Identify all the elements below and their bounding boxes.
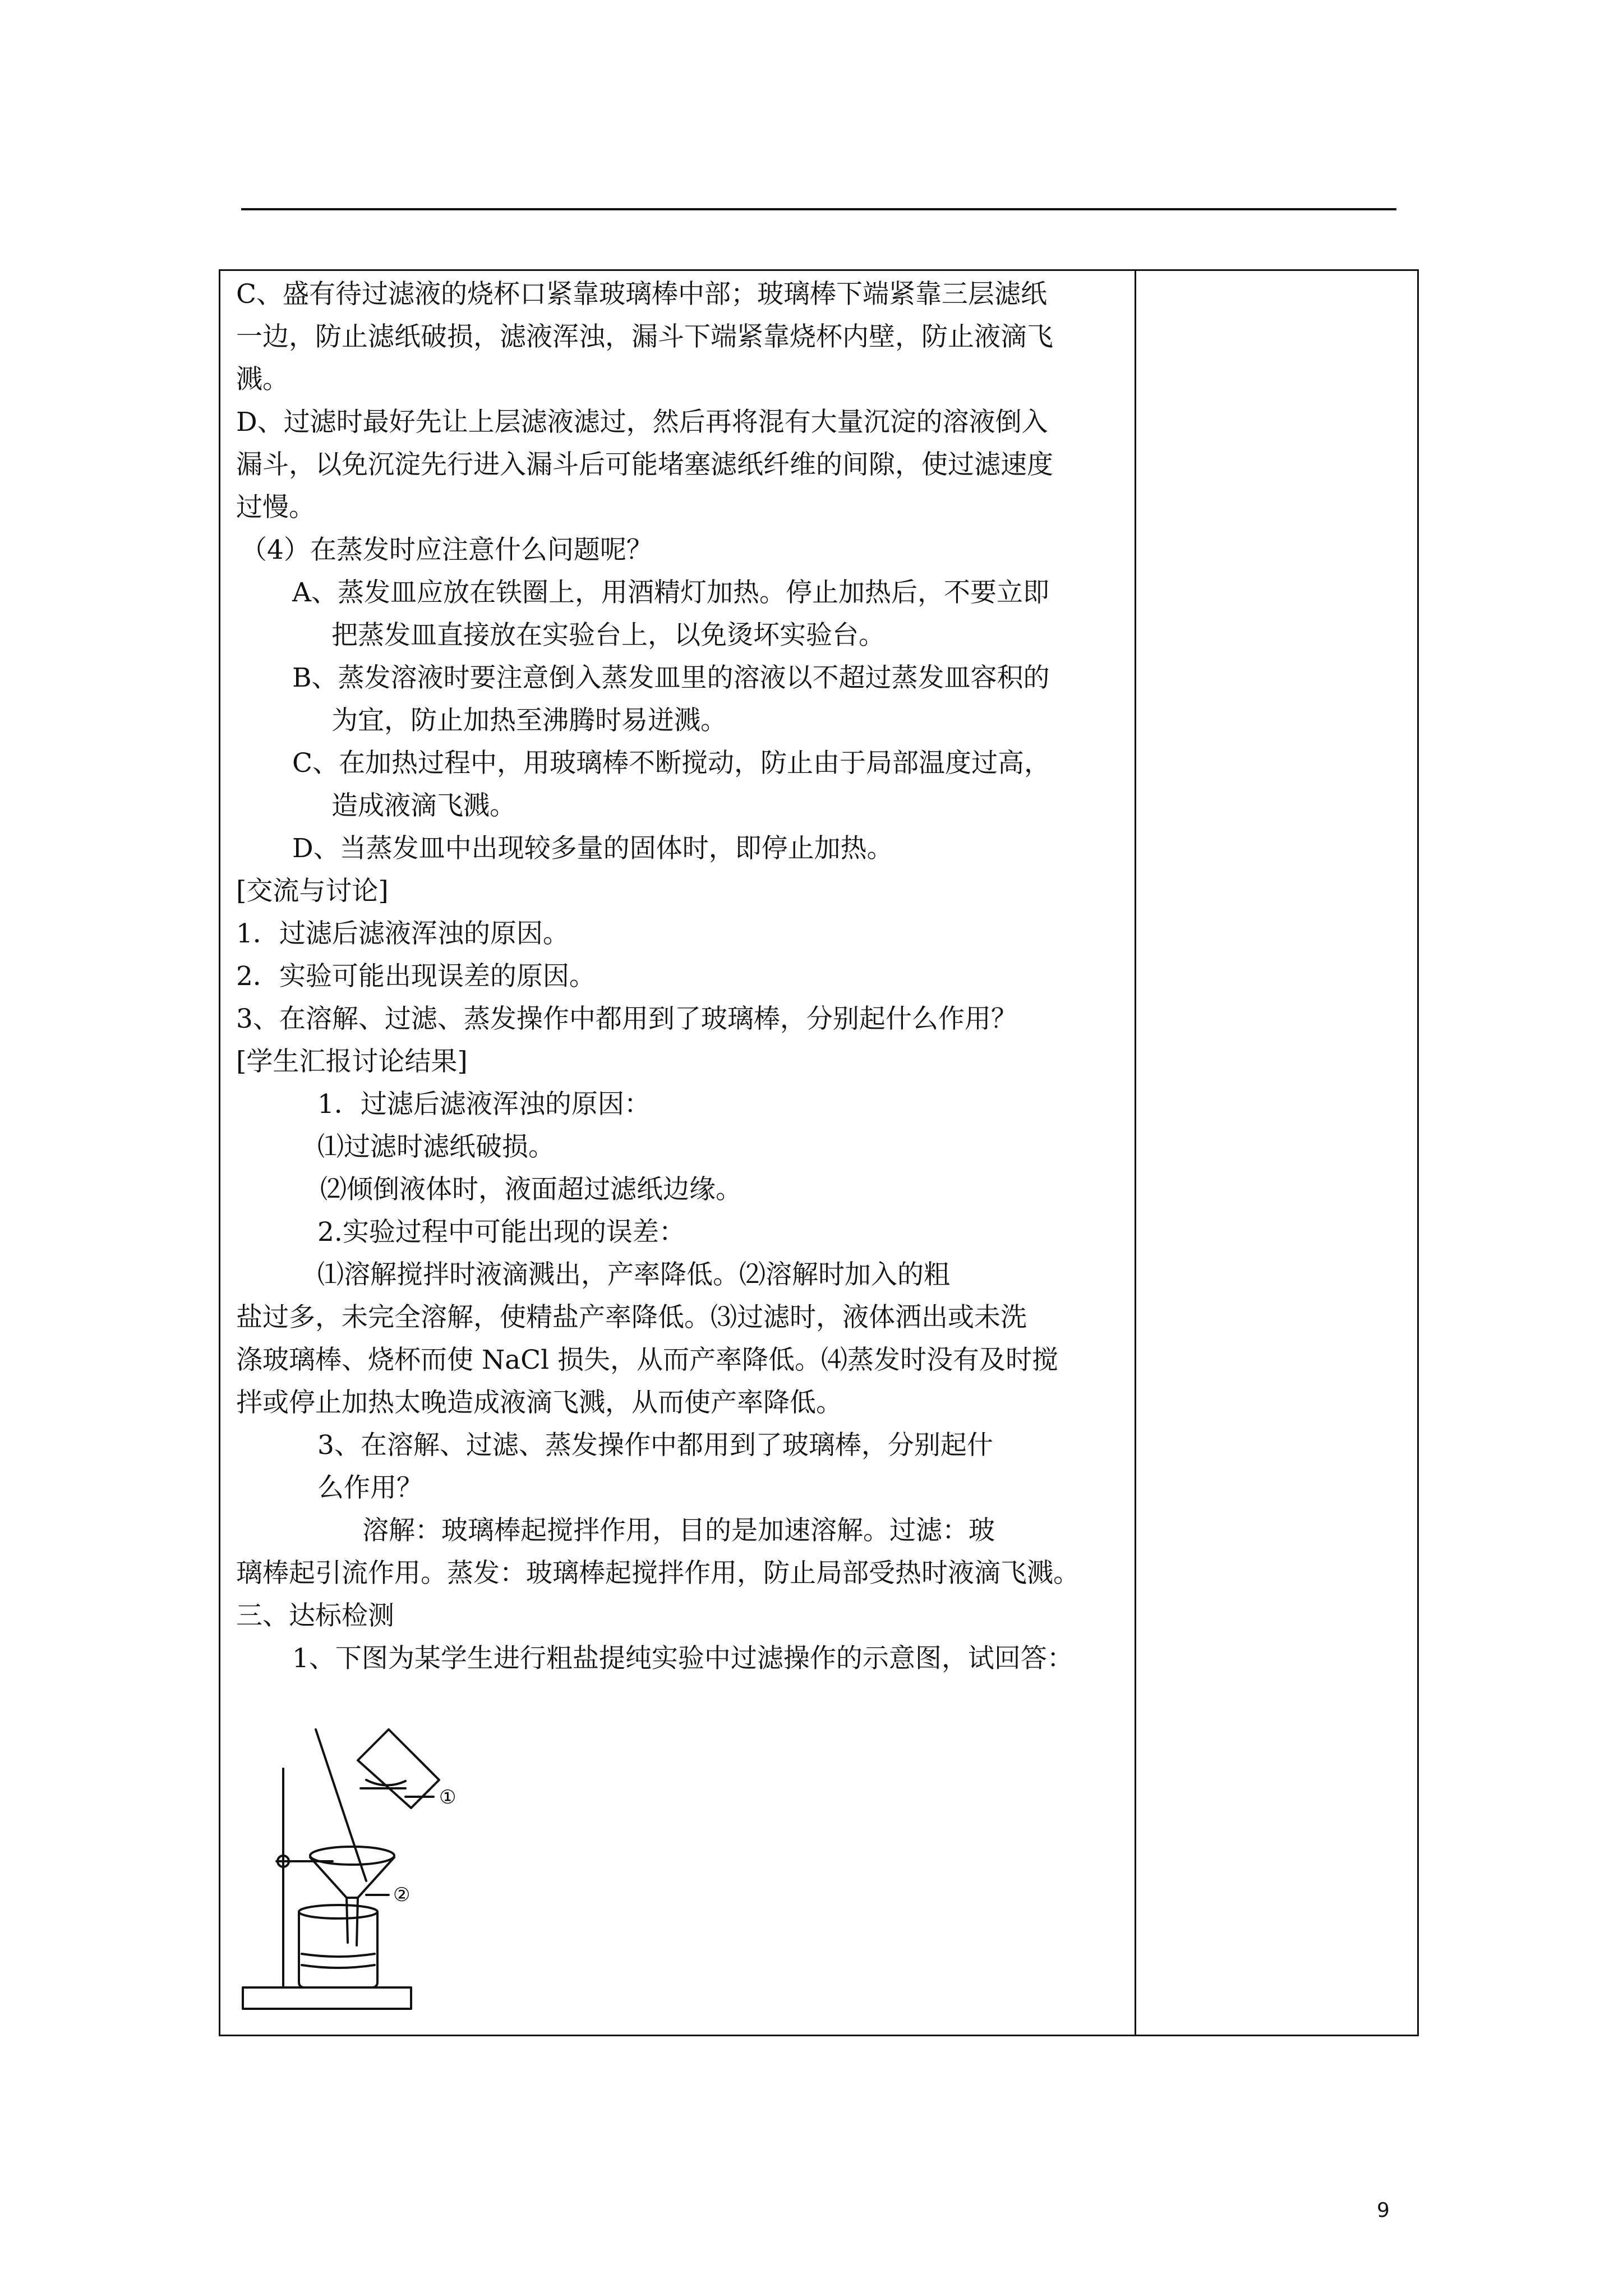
label-2: ② (393, 1884, 411, 1906)
text-line: 溶解：玻璃棒起搅拌作用，目的是加速溶解。过滤：玻 (362, 1515, 995, 1546)
text-line: 3、在溶解、过滤、蒸发操作中都用到了玻璃棒，分别起什 (317, 1430, 993, 1461)
text-line: C、盛有待过滤液的烧杯口紧靠玻璃棒中部；玻璃棒下端紧靠三层滤纸 (236, 279, 1047, 310)
text-line: 过慢。 (236, 492, 315, 523)
funnel-rim (310, 1847, 394, 1865)
filtration-apparatus-figure (237, 1718, 490, 2021)
lesson-table (219, 269, 1419, 2036)
text-line: A、蒸发皿应放在铁圈上，用酒精灯加热。停止加热后，不要立即 (292, 577, 1049, 608)
text-line: 一边，防止滤纸破损，滤液浑浊，漏斗下端紧靠烧杯内壁，防止液滴飞 (236, 321, 1053, 352)
text-line: 3、在溶解、过滤、蒸发操作中都用到了玻璃棒，分别起什么作用？ (236, 1004, 1017, 1034)
text-line: 1．过滤后滤液浑浊的原因： (317, 1089, 651, 1120)
text-line: 2.实验过程中可能出现的误差： (317, 1217, 685, 1248)
glass-rod (316, 1729, 366, 1881)
text-line: ⑵倾倒液体时，液面超过滤纸边缘。 (320, 1174, 742, 1205)
text-line: 璃棒起引流作用。蒸发：玻璃棒起搅拌作用，防止局部受热时液滴飞溅。 (236, 1558, 1080, 1589)
text-line: 把蒸发皿直接放在实验台上，以免烫坏实验台。 (331, 620, 885, 651)
page-number: 9 (1377, 2199, 1390, 2222)
text-line: 漏斗，以免沉淀先行进入漏斗后可能堵塞滤纸纤维的间隙，使过滤速度 (236, 449, 1053, 480)
section-question: （4）在蒸发时应注意什么问题呢？ (241, 535, 653, 565)
text-line: 拌或停止加热太晚造成液滴飞溅，从而使产率降低。 (236, 1387, 842, 1418)
stand-base (243, 1987, 411, 2009)
question-text: 1、下图为某学生进行粗盐提纯实验中过滤操作的示意图，试回答： (292, 1643, 1073, 1674)
text-line: 造成液滴飞溅。 (331, 790, 516, 821)
beaker (299, 1912, 377, 1987)
section-heading: [学生汇报讨论结果] (236, 1046, 468, 1077)
text-line: 么作用？ (317, 1473, 423, 1503)
text-line: C、在加热过程中，用玻璃棒不断搅动，防止由于局部温度过高， (292, 748, 1050, 779)
text-line: ⑴过滤时滤纸破损。 (317, 1131, 555, 1162)
text-line: D、当蒸发皿中出现较多量的固体时，即停止加热。 (292, 833, 893, 864)
text-line: D、过滤时最好先让上层滤液滤过，然后再将混有大量沉淀的溶液倒入 (236, 407, 1048, 438)
text-line: 盐过多，未完全溶解，使精盐产率降低。⑶过滤时，液体洒出或未洗 (236, 1302, 1027, 1333)
text-line: B、蒸发溶液时要注意倒入蒸发皿里的溶液以不超过蒸发皿容积的 (292, 662, 1050, 693)
label-1: ① (439, 1786, 457, 1809)
funnel-cone (310, 1857, 394, 1898)
text-line: ⑴溶解搅拌时液滴溅出，产率降低。⑵溶解时加入的粗 (317, 1259, 950, 1290)
text-line: 1．过滤后滤液浑浊的原因。 (236, 918, 569, 949)
text-line: 为宜，防止加热至沸腾时易迸溅。 (331, 705, 727, 736)
text-line: 溅。 (236, 364, 289, 395)
section-heading: [交流与讨论] (236, 876, 389, 907)
table-column-divider (1135, 271, 1136, 2035)
text-line: 2．实验可能出现误差的原因。 (236, 961, 596, 992)
section-heading: 三、达标检测 (236, 1600, 394, 1631)
text-line: 涤玻璃棒、烧杯而使 NaCl 损失，从而产率降低。⑷蒸发时没有及时搅 (236, 1345, 1059, 1375)
header-rule (241, 208, 1396, 210)
filtration-diagram (237, 1718, 490, 2021)
